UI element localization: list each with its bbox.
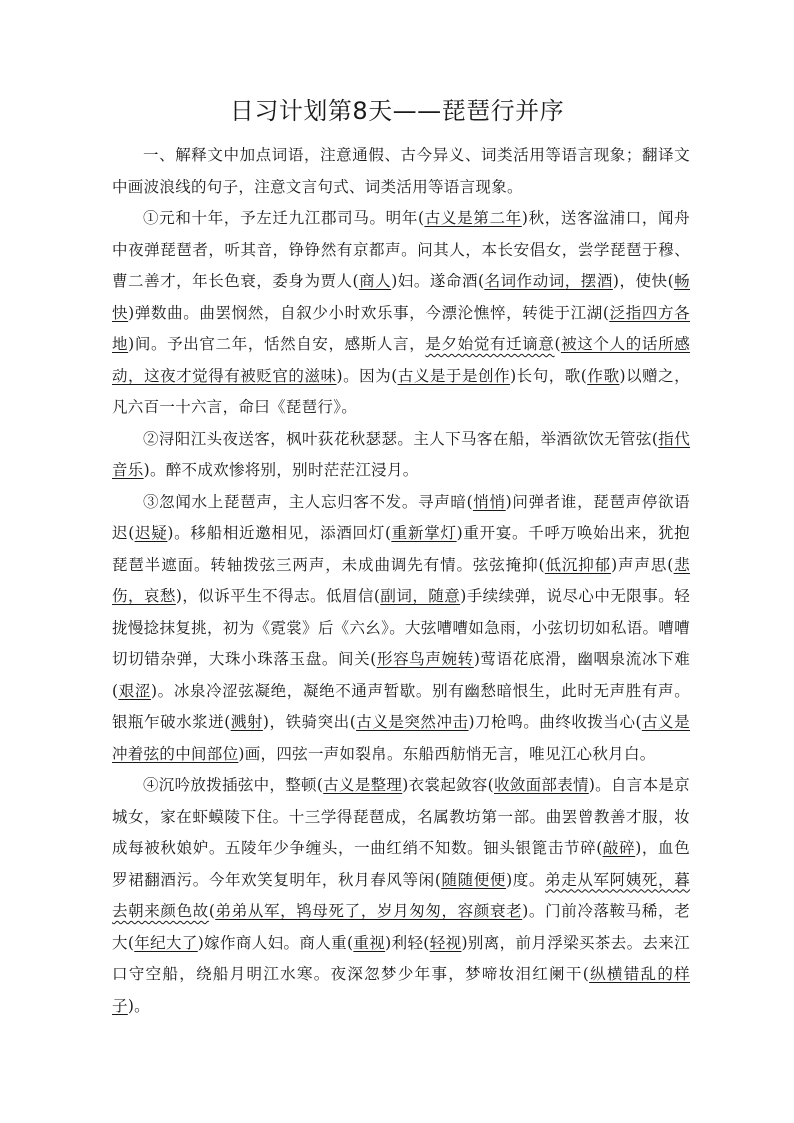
annotation-note: 泛指四方各地 <box>112 303 690 353</box>
annotation-note: 艰涩 <box>118 681 151 700</box>
text-segment: )以赠之，凡六百一十六言，命曰《琵琶行》。 <box>112 366 690 416</box>
annotation-note: 古义是于是创作 <box>397 366 511 385</box>
text-segment: )。自言本是京城女，家在虾蟆陵下住。十三学得琵琶成，名属教坊第一部。曲罢曾教善才服，妆成每被秋娘妒。五陵年少争缠头，一曲红绡不知数。钿头银篦击节碎( <box>112 776 690 857</box>
annotation-note: 溅射 <box>230 713 263 731</box>
text-segment: )，血色罗裙翻酒污。今年欢笑复明年，秋月春风等闲( <box>112 839 690 889</box>
text-paragraph-4 <box>112 770 690 1022</box>
annotation-note: 形容鸟声婉转 <box>376 650 474 668</box>
annotation-note: 指代音乐 <box>112 429 690 479</box>
text-segment: )问弹者谁，琵琶声停欲语迟( <box>112 492 690 542</box>
text-segment: )嫁作商人妇。商人重( <box>197 933 354 952</box>
annotation-note: 敲碎 <box>602 839 636 857</box>
text-segment: )。醉不成欢惨将别，别时茫茫江浸月。 <box>143 461 419 479</box>
text-segment: )。移船相近邀相见，添酒回灯( <box>167 524 392 542</box>
text-segment: ( <box>208 902 216 920</box>
annotation-note: 古义是整理 <box>323 776 403 794</box>
instructions-paragraph: 一、解释文中加点词语，注意通假、古今异义、词类活用等语言现象；翻译文中画波浪线的句子，注意文言句式、词类活用等语言现象。 <box>112 146 690 196</box>
text-segment: )画，四弦一声如裂帛。东船西舫悄无言，唯见江心秋月白。 <box>238 744 656 763</box>
text-segment: )，似诉平生不得志。低眉信( <box>175 587 381 605</box>
text-segment: )妇。遂命酒( <box>391 272 485 290</box>
text-segment: )刀枪鸣。曲终收拨当心( <box>468 713 642 731</box>
annotation-note: 古义是第二年 <box>424 209 522 227</box>
text-segment: )。冰泉冷涩弦凝绝，凝绝不通声暂歇。别有幽愁暗恨生，此时无声胜有声。银瓶乍破水浆迸( <box>112 681 690 731</box>
annotation-note: 商人 <box>358 272 392 290</box>
text-segment: )重开宴。千呼万唤始出来，犹抱琵琶半遮面。转轴拨弦三两声，未成曲调先有情。弦弦掩抑( <box>112 524 690 574</box>
document-body <box>112 140 690 1022</box>
text-segment: ④沉吟放拨插弦中，整顿( <box>143 776 324 794</box>
text-segment: )间。予出官二年，恬然自安，感斯人言， <box>128 335 426 353</box>
annotation-note: 纵横错乱的样子 <box>112 965 690 1015</box>
text-segment: ②浔阳江头夜送客，枫叶荻花秋瑟瑟。主人下马客在船，举酒欲饮无管弦( <box>143 429 659 448</box>
annotation-note: 收敛面部表情 <box>493 776 589 794</box>
annotation-note: 被这个人的话所感动，这夜才觉得有被贬官的滋味 <box>112 335 691 385</box>
text-paragraph-1 <box>112 203 690 424</box>
text-segment: ①元和十年，予左迁九江郡司马。明年( <box>143 209 425 227</box>
text-segment: ( <box>554 335 561 353</box>
annotation-note: 弟弟从军，鸨母死了，岁月匆匆，容颜衰老 <box>215 902 523 920</box>
annotation-note: 作歌 <box>587 366 620 385</box>
annotation-note: 年纪大了 <box>134 933 198 952</box>
text-segment: )衣裳起敛容( <box>402 776 494 794</box>
text-segment: )度。 <box>506 870 546 889</box>
annotation-note: 重视 <box>353 933 386 952</box>
text-segment: )弹数曲。曲罢悯然，自叙少小时欢乐事，今漂沦憔悴，转徙于江湖( <box>128 303 610 322</box>
text-segment: )别离，前月浮梁买茶去。去来江口守空船，绕船月明江水寒。夜深忽梦少年事，梦啼妆泪红阑干( <box>112 933 690 983</box>
text-segment: )手续续弹，说尽心中无限事。轻拢慢捻抹复挑，初为《霓裳》后《六幺》。大弦嘈嘈如急雨，小弦切切如私语。嘈嘈切切错杂弹，大珠小珠落玉盘。间关( <box>112 587 690 668</box>
text-segment: )，铁骑突出( <box>262 713 357 731</box>
wavy-underlined-sentence: 是夕始觉有迁谪意 <box>425 335 555 353</box>
annotation-note: 悄悄 <box>472 492 506 511</box>
text-segment: )。因为( <box>336 366 398 385</box>
annotation-note: 轻视 <box>429 933 462 952</box>
page-title: 日习计划第8天——琵琶行并序 <box>229 97 565 125</box>
text-paragraph-3 <box>112 487 690 771</box>
text-segment: )声声思( <box>611 555 674 574</box>
annotation-note: 畅快 <box>112 272 690 322</box>
annotation-note: 低沉抑郁 <box>544 555 612 574</box>
text-segment: )。门前冷落鞍马稀，老大( <box>112 902 690 952</box>
text-segment: )，使快( <box>612 272 674 290</box>
annotation-note: 名词作动词，摆酒 <box>484 272 613 290</box>
text-segment: )利轻( <box>385 933 430 952</box>
wavy-underlined-sentence: 弟走从军阿姨死，暮去朝来颜色故 <box>112 870 690 920</box>
text-segment: )。 <box>127 996 150 1015</box>
text-segment: )秋，送客湓浦口，闻舟中夜弹琵琶者，听其音，铮铮然有京都声。问其人，本长安倡女，尝学琵琶于穆、曹二善才，年长色衰，委身为贾人( <box>112 209 690 290</box>
text-segment: ③忽闻水上琵琶声，主人忘归客不发。寻声暗( <box>143 492 473 511</box>
text-paragraph-2 <box>112 424 690 487</box>
annotation-note: 迟疑 <box>134 524 168 542</box>
annotation-note: 古义是冲着弦的中间部位 <box>112 713 690 763</box>
text-segment: )莺语花底滑，幽咽泉流冰下难( <box>112 650 690 700</box>
text-segment: )长句，歌( <box>510 366 588 385</box>
annotation-note: 古义是突然冲击 <box>356 713 469 731</box>
annotation-note: 副词，随意 <box>380 587 461 605</box>
annotation-note: 悲伤，哀愁 <box>112 555 690 605</box>
annotation-note: 随随便便 <box>441 870 507 889</box>
annotation-note: 重新掌灯 <box>391 524 457 542</box>
